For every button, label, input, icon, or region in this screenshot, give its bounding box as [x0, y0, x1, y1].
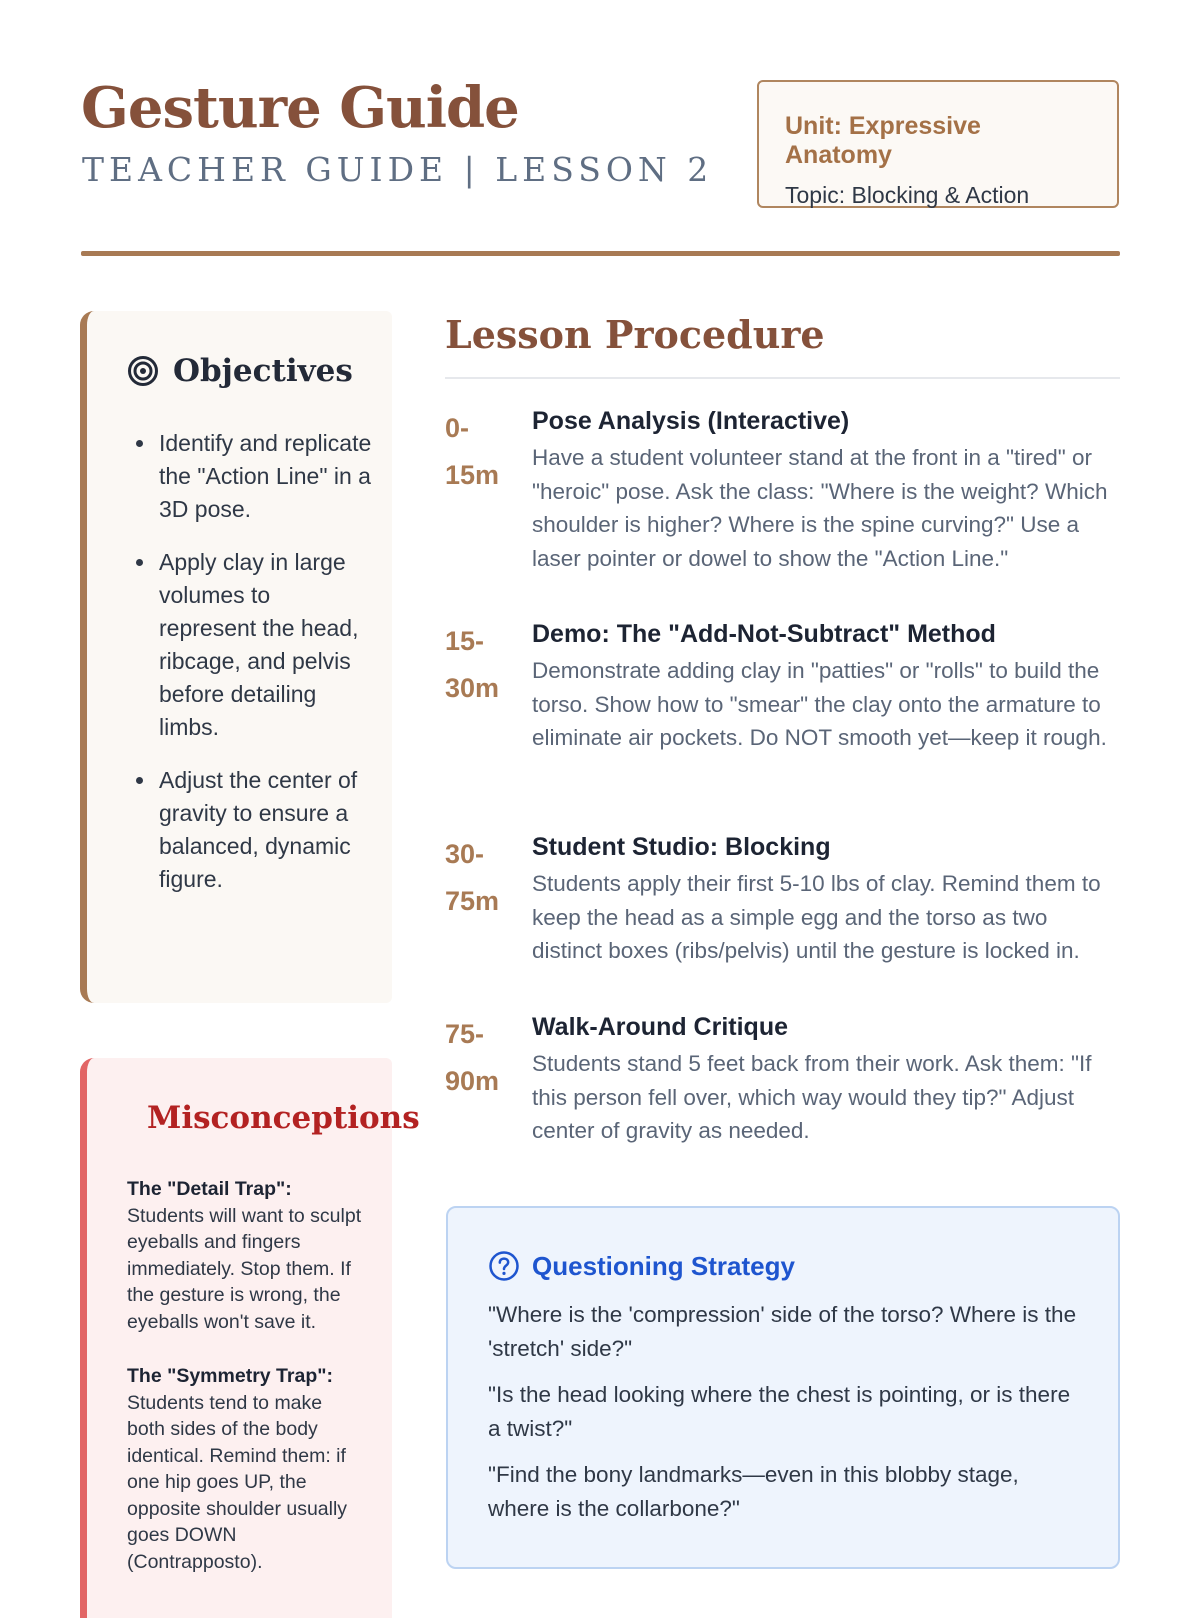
step-time-end: 75m — [445, 886, 500, 916]
misconception-label: The "Detail Trap": — [127, 1178, 292, 1200]
step-body — [532, 405, 1122, 575]
questioning-title: Questioning Strategy — [532, 1250, 795, 1281]
unit-info-box — [757, 80, 1119, 208]
question-circle-icon — [488, 1250, 520, 1282]
page-subtitle: TEACHER GUIDE | LESSON 2 — [82, 150, 714, 189]
objective-item: • Adjust the center of gravity to ensure a balanced, dynamic figure. — [157, 764, 372, 896]
procedure-divider — [445, 377, 1120, 379]
misconception-text: Students tend to make both sides of the body identical. Remind them: if one hip goes UP, the opposite shoulder usually goes DOWN (Contrapposto). — [127, 1391, 348, 1573]
objectives-card — [80, 311, 392, 1003]
step-description: Demonstrate adding clay in "patties" or "rolls" to build the torso. Show how to "smear" the clay onto the armature to eliminate air pockets. Do NOT smooth yet—keep it rough. — [532, 658, 1107, 750]
objective-item: • Identify and replicate the "Action Line" in a 3D pose. — [157, 427, 372, 526]
step-body — [532, 1011, 1122, 1148]
step-time — [445, 618, 525, 712]
step-time-start: 15- — [445, 626, 485, 656]
question-item: "Is the head looking where the chest is pointing, or is there a twist?" — [488, 1382, 1071, 1441]
objectives-header — [127, 353, 372, 389]
questioning-header — [488, 1250, 1078, 1282]
step-title: Demo: The "Add-Not-Subtract" Method — [532, 620, 996, 648]
question-item: "Where is the 'compression' side of the torso? Where is the 'stretch' side?" — [488, 1302, 1077, 1361]
topic-label: Topic: Blocking & Action — [785, 182, 1030, 208]
step-time-start: 0- — [445, 413, 470, 443]
step-time — [445, 1011, 525, 1105]
misconceptions-card — [80, 1058, 420, 1618]
step-title: Walk-Around Critique — [532, 1013, 789, 1041]
unit-label: Unit: Expressive Anatomy — [785, 112, 981, 169]
step-time-end: 15m — [445, 460, 500, 490]
objectives-list — [127, 427, 372, 896]
misconception-item — [127, 1363, 392, 1575]
misconception-text: Students will want to sculpt eyeballs and fingers immediately. Stop them. If the gesture is wrong, the eyeballs won't save it. — [127, 1204, 362, 1333]
step-time — [445, 831, 525, 925]
question-item: "Find the bony landmarks—even in this blobby stage, where is the collarbone?" — [488, 1462, 1019, 1521]
step-description: Students stand 5 feet back from their work. Ask them: "If this person fell over, which way would they tip?" Adjust center of gravity as needed. — [532, 1051, 1092, 1143]
step-time-end: 90m — [445, 1066, 500, 1096]
step-title: Pose Analysis (Interactive) — [532, 407, 850, 435]
step-body — [532, 831, 1122, 968]
step-description: Students apply their first 5-10 lbs of clay. Remind them to keep the head as a simple egg and the torso as two distinct boxes (ribs/pelvis) until the gesture is locked in. — [532, 871, 1101, 963]
misconceptions-title: Misconceptions — [147, 1100, 420, 1136]
objectives-title: Objectives — [173, 353, 353, 389]
step-body — [532, 618, 1122, 755]
misconception-item — [127, 1176, 392, 1335]
questioning-strategy-box — [446, 1206, 1120, 1569]
target-icon — [127, 355, 159, 387]
objective-item: • Apply clay in large volumes to represent the head, ribcage, and pelvis before detailing limbs. — [157, 546, 372, 744]
step-title: Student Studio: Blocking — [532, 833, 831, 861]
procedure-title: Lesson Procedure — [445, 312, 825, 357]
misconception-label: The "Symmetry Trap": — [127, 1365, 333, 1387]
step-description: Have a student volunteer stand at the front in a "tired" or "heroic" pose. Ask the class: "Where is the weight? Which shoulder is higher? Where is the spine curving?" Use a laser pointer or dowel to show the "Action Line." — [532, 445, 1108, 571]
step-time — [445, 405, 525, 499]
step-time-end: 30m — [445, 673, 500, 703]
step-time-start: 30- — [445, 839, 485, 869]
step-time-start: 75- — [445, 1019, 485, 1049]
page-title: Gesture Guide — [81, 75, 519, 141]
header-divider — [81, 251, 1120, 256]
